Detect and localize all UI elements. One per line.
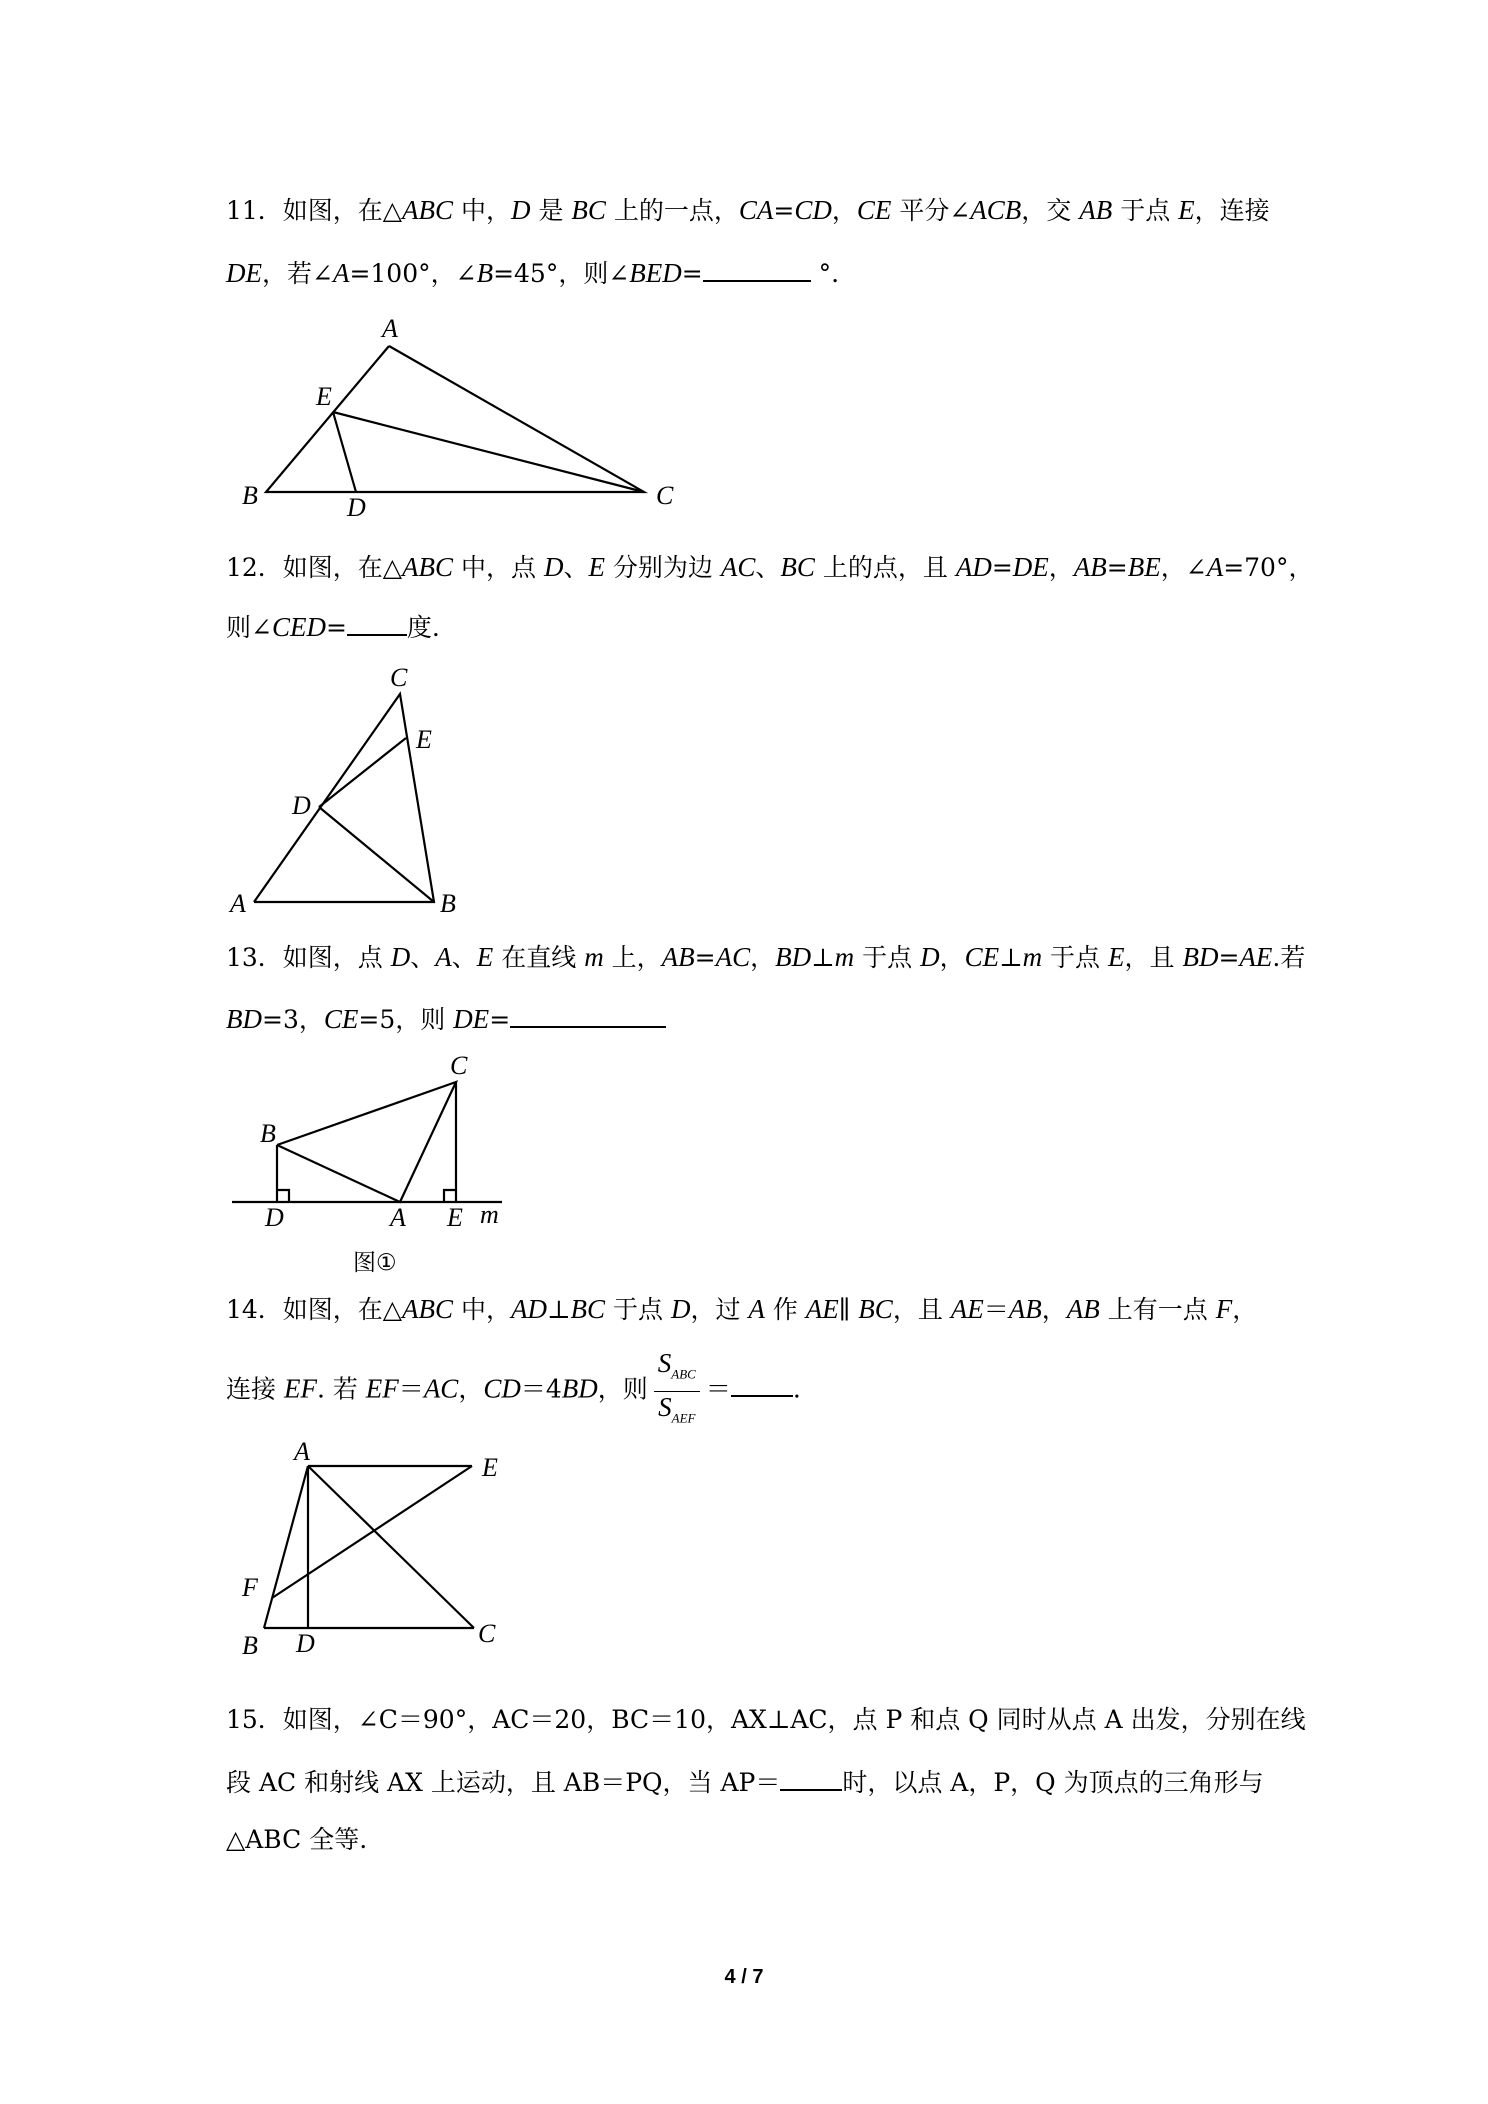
q13-caption: 图①	[353, 1250, 397, 1276]
q11-triangle	[266, 346, 644, 492]
q11-line-1: 11．如图，在△ABC 中，D 是 BC 上的一点，CA=CD，CE 平分∠ACB，交 AB 于点 E，连接	[226, 195, 1270, 225]
q13-label-d: D	[265, 1203, 284, 1232]
answer-blank	[510, 1000, 666, 1028]
q14-label-e: E	[482, 1453, 498, 1482]
q13-label-b: B	[260, 1119, 276, 1148]
q12-triangle	[254, 694, 434, 902]
q13-line-1: 13．如图，点 D、A、E 在直线 m 上，AB=AC，BD⊥m 于点 D，CE⊥m 于点 E，且 BD=AE.若	[226, 942, 1306, 972]
q14-figure	[220, 1432, 520, 1662]
q12-line-1: 12．如图，在△ABC 中，点 D、E 分别为边 AC、BC 上的点，且 AD=DE，AB=BE，∠A=70°，	[226, 552, 1314, 582]
q13-label-c: C	[450, 1052, 468, 1080]
q13-label-m: m	[480, 1200, 499, 1229]
q12-figure	[220, 656, 500, 916]
q11-label-e: E	[316, 382, 332, 411]
q14-segment-ac	[308, 1466, 474, 1628]
q13-label-e: E	[447, 1203, 463, 1232]
q12-label-c: C	[390, 663, 408, 692]
q13-label-a: A	[390, 1203, 406, 1232]
q13-line-2: BD=3，CE=5，则 DE=	[226, 1000, 1276, 1037]
q13-right-angle-d	[277, 1190, 289, 1202]
page-number: 4 / 7	[724, 1966, 764, 1988]
q13-right-angle-e	[444, 1190, 456, 1202]
q11-label-a: A	[382, 314, 398, 343]
q15-line-3: △ABC 全等.	[226, 1825, 368, 1854]
q15-line-1: 15．如图，∠C＝90°，AC＝20，BC＝10，AX⊥AC，点 P 和点 Q 同时从点 A 出发，分别在线	[226, 1705, 1306, 1734]
answer-blank	[703, 254, 811, 282]
q14-label-d: D	[296, 1629, 315, 1658]
area-ratio-fraction: $\frac{S_{ABC}}{S_{AEF}}$	[654, 1348, 700, 1434]
q14-segment-ab	[264, 1466, 308, 1628]
q11-segment-de	[333, 412, 356, 492]
q14-label-b: B	[242, 1631, 258, 1660]
q12-label-a: A	[230, 889, 246, 916]
q11-segment-ce	[333, 412, 644, 492]
q11-label-b: B	[242, 481, 258, 510]
q11-label-c: C	[656, 481, 674, 510]
answer-blank	[731, 1351, 793, 1397]
answer-blank	[780, 1763, 842, 1791]
q11-figure	[220, 310, 700, 520]
answer-blank	[347, 608, 407, 636]
q12-label-d: D	[292, 791, 311, 820]
q14-line-2: 连接 EF. 若 EF＝AC，CD＝4BD，则 $\frac{S_{ABC}}{S_{AEF}}$ ＝ .	[226, 1348, 1276, 1418]
q14-line-1: 14．如图，在△ABC 中，AD⊥BC 于点 D，过 A 作 AE∥ BC，且 AE＝AB，AB 上有一点 F，	[226, 1294, 1258, 1324]
q12-line-2: 则∠CED= 度.	[226, 608, 1276, 645]
q15-line-2: 段 AC 和射线 AX 上运动，且 AB＝PQ，当 AP＝ 时，以点 A，P，Q 为顶点的三角形与	[226, 1763, 1276, 1800]
q12-label-b: B	[440, 889, 456, 916]
q14-label-a: A	[294, 1437, 310, 1466]
q13-triangle	[277, 1082, 456, 1202]
q11-label-d: D	[347, 493, 366, 520]
q12-segment-db	[319, 807, 434, 902]
q13-figure	[220, 1052, 520, 1282]
q12-label-e: E	[416, 725, 432, 754]
q14-label-c: C	[478, 1619, 496, 1648]
q11-line-2: DE，若∠A=100°，∠B=45°，则∠BED= °.	[226, 254, 1276, 291]
q14-label-f: F	[242, 1573, 258, 1602]
